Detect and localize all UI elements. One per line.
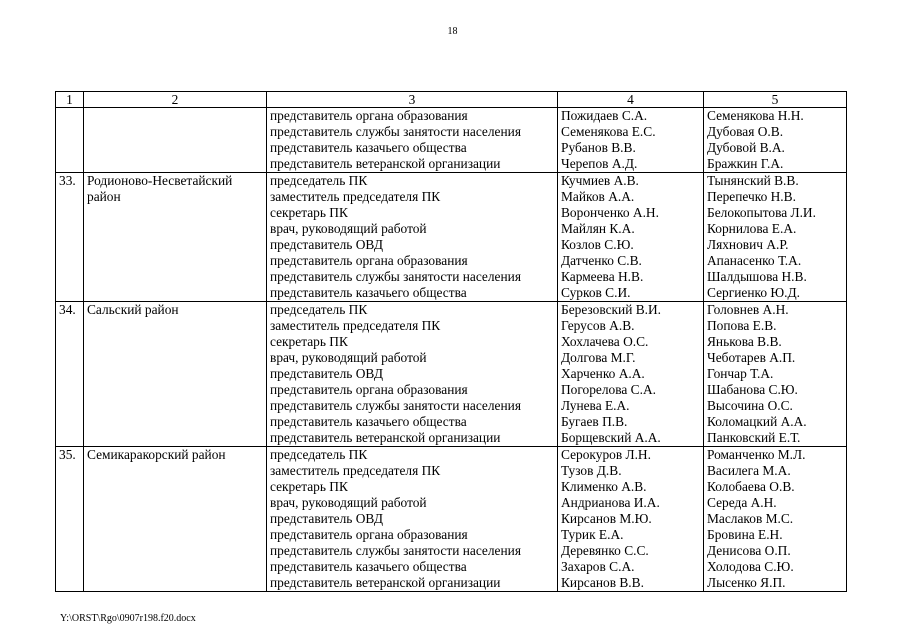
member-name: Харченко А.А.	[561, 366, 645, 381]
role-label: представитель казачьего общества	[270, 140, 467, 155]
member-name: Сурков С.И.	[561, 285, 631, 300]
reserve-name: Корнилова Е.А.	[707, 221, 797, 236]
reserve-name: Бражкин Г.А.	[707, 156, 784, 171]
district-name: Родионово-Несветайский район	[84, 173, 267, 302]
role-label: врач, руководящий работой	[270, 350, 427, 365]
member-name: Хохлачева О.С.	[561, 334, 649, 349]
member-name: Захаров С.А.	[561, 559, 635, 574]
role-label: представитель ветеранской организации	[270, 156, 501, 171]
reserve-name: Бровина Е.Н.	[707, 527, 783, 542]
role-label: представитель органа образования	[270, 527, 468, 542]
member-name: Майков А.А.	[561, 189, 635, 204]
role-label: врач, руководящий работой	[270, 495, 427, 510]
reserve-name: Семенякова Н.Н.	[707, 108, 804, 123]
district-name	[84, 108, 267, 173]
row-number: 33.	[56, 173, 84, 302]
role-label: врач, руководящий работой	[270, 221, 427, 236]
roles-cell	[267, 108, 558, 173]
role-label: представитель органа образования	[270, 253, 468, 268]
members-cell	[558, 302, 704, 447]
member-name: Долгова М.Г.	[561, 350, 636, 365]
members-cell	[558, 173, 704, 302]
role-label: представитель службы занятости населения	[270, 398, 521, 413]
role-label: секретарь ПК	[270, 479, 348, 494]
role-label: заместитель председателя ПК	[270, 189, 441, 204]
reserve-name: Шалдышова Н.В.	[707, 269, 807, 284]
role-label: представитель службы занятости населения	[270, 269, 521, 284]
table-row	[56, 447, 847, 592]
role-label: представитель ОВД	[270, 511, 383, 526]
table-row	[56, 108, 847, 173]
reserve-name: Дубовая О.В.	[707, 124, 784, 139]
role-label: председатель ПК	[270, 447, 368, 462]
member-name: Турик Е.А.	[561, 527, 624, 542]
reserve-name: Василега М.А.	[707, 463, 791, 478]
reserve-name: Гончар Т.А.	[707, 366, 774, 381]
member-name: Серокуров Л.Н.	[561, 447, 651, 462]
role-label: председатель ПК	[270, 302, 368, 317]
role-label: представитель казачьего общества	[270, 285, 467, 300]
reserve-name: Ляхнович А.Р.	[707, 237, 789, 252]
file-path-footer: Y:\ORST\Rgo\0907r198.f20.docx	[60, 613, 196, 624]
role-label: представитель ветеранской организации	[270, 430, 501, 445]
member-name: Клименко А.В.	[561, 479, 647, 494]
role-label: представитель ветеранской организации	[270, 575, 501, 590]
members-cell	[558, 447, 704, 592]
district-name: Семикаракорский район	[84, 447, 267, 592]
reserve-name: Денисова О.П.	[707, 543, 791, 558]
member-name: Погорелова С.А.	[561, 382, 656, 397]
role-label: представитель казачьего общества	[270, 559, 467, 574]
role-label: секретарь ПК	[270, 334, 348, 349]
reserves-cell	[704, 108, 847, 173]
role-label: секретарь ПК	[270, 205, 348, 220]
reserve-name: Холодова С.Ю.	[707, 559, 794, 574]
reserve-name: Лысенко Я.П.	[707, 575, 786, 590]
reserves-cell	[704, 302, 847, 447]
reserve-name: Попова Е.В.	[707, 318, 777, 333]
member-name: Рубанов В.В.	[561, 140, 636, 155]
reserve-name: Перепечко Н.В.	[707, 189, 796, 204]
role-label: представитель органа образования	[270, 382, 468, 397]
table-row	[56, 302, 847, 447]
district-name: Сальский район	[84, 302, 267, 447]
header-row	[56, 92, 847, 108]
reserve-name: Белокопытова Л.И.	[707, 205, 816, 220]
role-label: представитель казачьего общества	[270, 414, 467, 429]
header-col-5: 5	[704, 92, 847, 108]
reserve-name: Тынянский В.В.	[707, 173, 799, 188]
reserve-name: Высочина О.С.	[707, 398, 793, 413]
member-name: Андрианова И.А.	[561, 495, 660, 510]
member-name: Семенякова Е.С.	[561, 124, 656, 139]
member-name: Майлян К.А.	[561, 221, 635, 236]
reserve-name: Коломацкий А.А.	[707, 414, 807, 429]
member-name: Кирсанов М.Ю.	[561, 511, 652, 526]
member-name: Черепов А.Д.	[561, 156, 638, 171]
roles-cell	[267, 173, 558, 302]
reserve-name: Сергиенко Ю.Д.	[707, 285, 800, 300]
row-number: 34.	[56, 302, 84, 447]
member-name: Тузов Д.В.	[561, 463, 622, 478]
header-col-3: 3	[267, 92, 558, 108]
member-name: Пожидаев С.А.	[561, 108, 648, 123]
page-number: 18	[447, 26, 458, 37]
reserve-name: Апанасенко Т.А.	[707, 253, 802, 268]
reserves-cell	[704, 173, 847, 302]
header-col-2: 2	[84, 92, 267, 108]
member-name: Деревянко С.С.	[561, 543, 649, 558]
member-name: Герусов А.В.	[561, 318, 635, 333]
reserve-name: Маслаков М.С.	[707, 511, 794, 526]
member-name: Борщевский А.А.	[561, 430, 661, 445]
reserve-name: Янькова В.В.	[707, 334, 782, 349]
role-label: представитель ОВД	[270, 366, 383, 381]
role-label: представитель ОВД	[270, 237, 383, 252]
member-name: Лунева Е.А.	[561, 398, 630, 413]
roles-cell	[267, 447, 558, 592]
reserve-name: Головнев А.Н.	[707, 302, 789, 317]
member-name: Датченко С.В.	[561, 253, 642, 268]
member-name: Кирсанов В.В.	[561, 575, 644, 590]
reserve-name: Дубовой В.А.	[707, 140, 785, 155]
row-number: 35.	[56, 447, 84, 592]
member-name: Козлов С.Ю.	[561, 237, 634, 252]
table-row	[56, 173, 847, 302]
reserve-name: Романченко М.Л.	[707, 447, 806, 462]
role-label: заместитель председателя ПК	[270, 318, 441, 333]
header-col-1: 1	[56, 92, 84, 108]
reserve-name: Середа А.Н.	[707, 495, 777, 510]
reserve-name: Чеботарев А.П.	[707, 350, 796, 365]
row-number	[56, 108, 84, 173]
role-label: представитель службы занятости населения	[270, 543, 521, 558]
member-name: Кучмиев А.В.	[561, 173, 639, 188]
role-label: заместитель председателя ПК	[270, 463, 441, 478]
member-name: Березовский В.И.	[561, 302, 662, 317]
member-name: Бугаев П.В.	[561, 414, 628, 429]
reserves-cell	[704, 447, 847, 592]
member-name: Воронченко А.Н.	[561, 205, 659, 220]
reserve-name: Панковский Е.Т.	[707, 430, 801, 445]
members-cell	[558, 108, 704, 173]
role-label: представитель службы занятости населения	[270, 124, 521, 139]
reserve-name: Шабанова С.Ю.	[707, 382, 798, 397]
roles-cell	[267, 302, 558, 447]
reserve-name: Колобаева О.В.	[707, 479, 795, 494]
member-name: Кармеева Н.В.	[561, 269, 644, 284]
header-col-4: 4	[558, 92, 704, 108]
commission-table	[55, 91, 847, 592]
role-label: председатель ПК	[270, 173, 368, 188]
role-label: представитель органа образования	[270, 108, 468, 123]
